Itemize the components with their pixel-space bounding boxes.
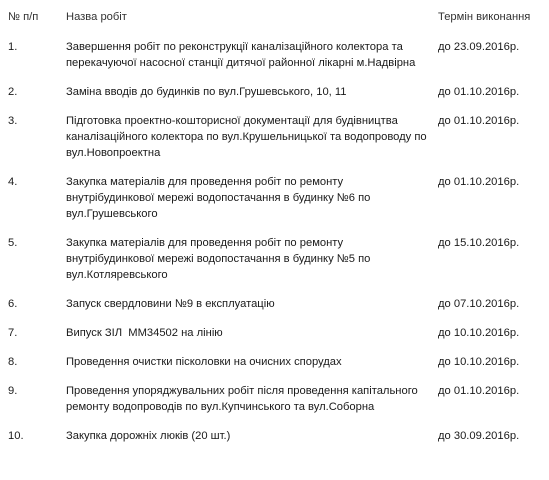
table-row [0,235,549,296]
row-number: 7. [8,327,18,339]
row-number: 2. [8,86,18,98]
header-deadline: Термін виконання [438,11,531,23]
row-deadline: до 10.10.2016р. [438,327,520,339]
table-row [0,296,549,325]
header-work-name: Назва робіт [66,11,127,23]
row-number: 1. [8,41,18,53]
row-work-name: Випуск ЗІЛ ММ34502 на лінію [66,327,223,339]
table-row [0,428,549,457]
row-work-name: Заміна вводів до будинків по вул.Грушевського, 10, 11 [66,86,347,98]
row-number: 5. [8,237,18,249]
row-deadline: до 10.10.2016р. [438,356,520,368]
row-deadline: до 23.09.2016р. [438,41,520,53]
row-number: 8. [8,356,18,368]
row-work-name: Закупка матеріалів для проведення робіт по ремонту внутрібудинкової мережі водопостачання в будинку №6 по вул.Грушевського [66,176,371,220]
row-work-name: Проведення очистки пісколовки на очисних спорудах [66,356,342,368]
row-work-name: Закупка матеріалів для проведення робіт по ремонту внутрібудинкової мережі водопостачання в будинку №5 по вул.Котляревського [66,237,371,281]
table-row [0,383,549,428]
row-work-name: Завершення робіт по реконструкції каналізаційного колектора та перекачуючої насосної станції дитячої районної лікарні м.Надвірна [66,41,416,69]
row-deadline: до 01.10.2016р. [438,115,520,127]
row-number: 6. [8,298,18,310]
row-number: 10. [8,430,24,442]
row-deadline: до 30.09.2016р. [438,430,520,442]
table-row [0,325,549,354]
table-row [0,39,549,84]
header-number: № п/п [8,11,39,23]
table-row [0,174,549,235]
row-work-name: Підготовка проектно-кошторисної документації для будівництва каналізаційного колектора по вул.Крушельницької та водопроводу по вул.Новопроектна [66,115,427,159]
row-work-name: Проведення упоряджувальних робіт після проведення капітального ремонту водопроводів по вул.Купчинського та вул.Соборна [66,385,418,413]
row-deadline: до 01.10.2016р. [438,176,520,188]
row-number: 4. [8,176,18,188]
table-row [0,113,549,174]
row-work-name: Запуск свердловини №9 в експлуатацію [66,298,275,310]
row-number: 3. [8,115,18,127]
row-work-name: Закупка дорожніх люків (20 шт.) [66,430,231,442]
row-deadline: до 01.10.2016р. [438,385,520,397]
row-number: 9. [8,385,18,397]
row-deadline: до 15.10.2016р. [438,237,520,249]
table-row [0,354,549,383]
table-header-row [0,0,549,39]
table-row [0,84,549,113]
row-deadline: до 01.10.2016р. [438,86,520,98]
row-deadline: до 07.10.2016р. [438,298,520,310]
